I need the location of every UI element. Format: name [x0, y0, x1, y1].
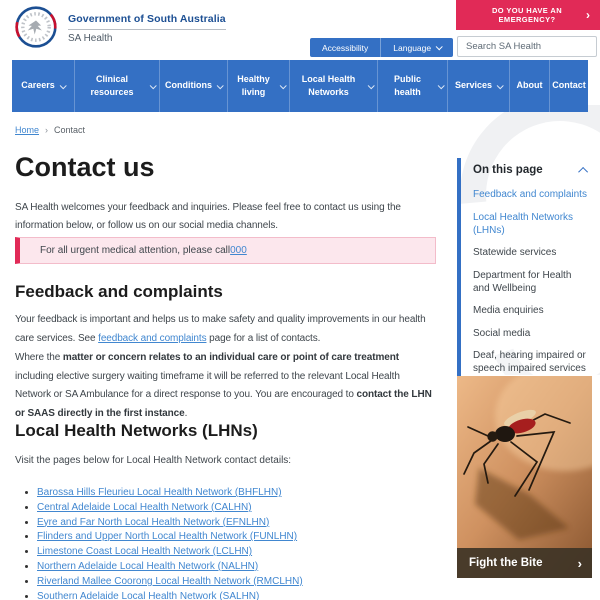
alert-phone-link[interactable]: 000 — [230, 245, 247, 256]
text-segment: Your feedback is important and helps us to make safety and quality improvements in our health care services. See — [15, 314, 426, 344]
nav-label: Public health — [393, 73, 421, 97]
search-input[interactable] — [458, 41, 600, 52]
alert-text: For all urgent medical attention, please call — [40, 245, 231, 256]
text-segment: including elective surgery waiting timeframe it will be referred to the relevant Local Health Network or SA Ambulance for a direct response to you. You are encouraged to — [15, 370, 400, 400]
emergency-alert — [15, 237, 436, 264]
emergency-label: DO YOU HAVE AN EMERGENCY? — [491, 6, 563, 24]
chevron-down-icon — [59, 82, 66, 89]
list-item — [37, 590, 436, 600]
nav-item-local-health-networks[interactable] — [290, 60, 378, 112]
utility-bar — [310, 38, 453, 57]
breadcrumb-separator: › — [45, 125, 49, 135]
text-segment: page for a list of contacts. — [206, 332, 321, 344]
bold-text: matter or concern relates to an individual care or point of care treatment — [62, 352, 399, 363]
lhn-link-lclhn[interactable]: Limestone Coast Local Health Network (LCLHN) — [37, 546, 253, 558]
sidebar-item-feedback[interactable]: Feedback and complaints — [473, 189, 587, 200]
language-button[interactable] — [380, 38, 453, 57]
nav-label: Clinical resources — [90, 73, 134, 97]
sidebar-item-social[interactable]: Social media — [473, 327, 531, 339]
lhn-link-nalhn[interactable]: Northern Adelaide Local Health Network (NALHN) — [37, 560, 259, 572]
feedback-paragraph-2 — [15, 349, 436, 423]
nav-item-careers[interactable] — [12, 60, 75, 112]
lhn-link-calhn[interactable]: Central Adelaide Local Health Network (CALHN) — [37, 501, 252, 513]
sa-crest-icon — [14, 5, 58, 49]
chevron-right-icon: › — [577, 555, 582, 571]
list-item — [37, 560, 436, 575]
chevron-down-icon — [280, 82, 287, 89]
site-subtitle: SA Health — [68, 33, 113, 44]
main-navigation — [12, 60, 588, 112]
bold-text: contact the LHN or SAAS directly in the first instance — [15, 389, 432, 419]
promo-caption-bar — [457, 548, 592, 578]
nav-item-healthy-living[interactable] — [228, 60, 290, 112]
nav-label: Contact — [552, 80, 586, 91]
promo-card-fight-the-bite[interactable] — [457, 376, 592, 578]
chevron-right-icon: › — [586, 8, 590, 22]
sidebar-item-department[interactable]: Department for Health and Wellbeing — [473, 269, 572, 294]
feedback-paragraph-1 — [15, 311, 436, 348]
sidebar-item-deaf-services[interactable]: Deaf, hearing impaired or speech impaired services — [473, 350, 586, 374]
chevron-down-icon — [150, 82, 157, 89]
sidebar-item-media[interactable]: Media enquiries — [473, 305, 544, 316]
list-item — [37, 486, 436, 501]
nav-item-about[interactable] — [510, 60, 550, 112]
nav-label: About — [516, 80, 543, 91]
nav-item-conditions[interactable] — [160, 60, 228, 112]
nav-label: Conditions — [165, 80, 212, 91]
nav-item-public-health[interactable] — [378, 60, 448, 112]
accessibility-button[interactable] — [310, 38, 380, 57]
chevron-down-icon — [497, 82, 504, 89]
nav-item-contact[interactable] — [550, 60, 588, 112]
chevron-down-icon — [217, 82, 224, 89]
nav-label: Careers — [21, 80, 55, 91]
text-segment: Where the — [15, 352, 63, 363]
nav-label: Services — [454, 80, 493, 91]
lhn-link-funlhn[interactable]: Flinders and Upper North Local Health Network (FUNLHN) — [37, 531, 298, 543]
feedback-complaints-link[interactable]: feedback and complaints — [98, 332, 207, 344]
breadcrumb-home-link[interactable]: Home — [15, 125, 40, 135]
list-item — [37, 545, 436, 560]
search-box — [457, 36, 597, 57]
lhn-link-rmclhn[interactable]: Riverland Mallee Coorong Local Health Network (RMCLHN) — [37, 575, 303, 587]
on-this-page-title: On this page — [473, 164, 543, 176]
lhn-link-bhflhn[interactable]: Barossa Hills Fleurieu Local Health Network (BHFLHN) — [37, 487, 282, 498]
chevron-down-icon — [436, 43, 443, 50]
promo-label: Fight the Bite — [469, 557, 543, 569]
lhn-link-salhn[interactable]: Southern Adelaide Local Health Network (SALHN) — [37, 590, 260, 600]
breadcrumb — [15, 125, 85, 135]
feedback-heading: Feedback and complaints — [15, 282, 223, 301]
site-title: Government of South Australia — [68, 13, 226, 30]
accessibility-label: Accessibility — [322, 42, 369, 53]
government-logo[interactable] — [14, 5, 226, 49]
nav-label: Healthy living — [237, 73, 270, 97]
breadcrumb-current: Contact — [54, 125, 86, 135]
page-title: Contact us — [15, 152, 155, 182]
nav-item-clinical-resources[interactable] — [75, 60, 160, 112]
list-item — [37, 530, 436, 545]
list-item — [37, 516, 436, 531]
lhn-link-efnlhn[interactable]: Eyre and Far North Local Health Network (EFNLHN) — [37, 516, 270, 528]
text-segment: . — [184, 407, 188, 419]
emergency-button[interactable] — [456, 0, 600, 30]
nav-item-services[interactable] — [448, 60, 510, 112]
lhn-intro: Visit the pages below for Local Health Network contact details: — [15, 455, 292, 466]
site-header — [0, 0, 600, 60]
chevron-down-icon — [438, 82, 445, 89]
list-item — [37, 575, 436, 590]
sidebar-item-statewide[interactable]: Statewide services — [473, 247, 557, 258]
sidebar-item-lhns[interactable]: Local Health Networks (LHNs) — [473, 211, 574, 236]
list-item — [37, 501, 436, 516]
lhn-heading: Local Health Networks (LHNs) — [15, 421, 258, 440]
intro-paragraph: SA Health welcomes your feedback and inquiries. Please feel free to contact us using the information below, or follow us on our social media channels. — [15, 202, 401, 231]
nav-label: Local Health Networks — [301, 73, 356, 97]
chevron-down-icon — [368, 82, 375, 89]
lhn-link-list — [37, 486, 436, 600]
language-label: Language — [393, 42, 432, 53]
chevron-up-icon[interactable] — [578, 166, 588, 176]
